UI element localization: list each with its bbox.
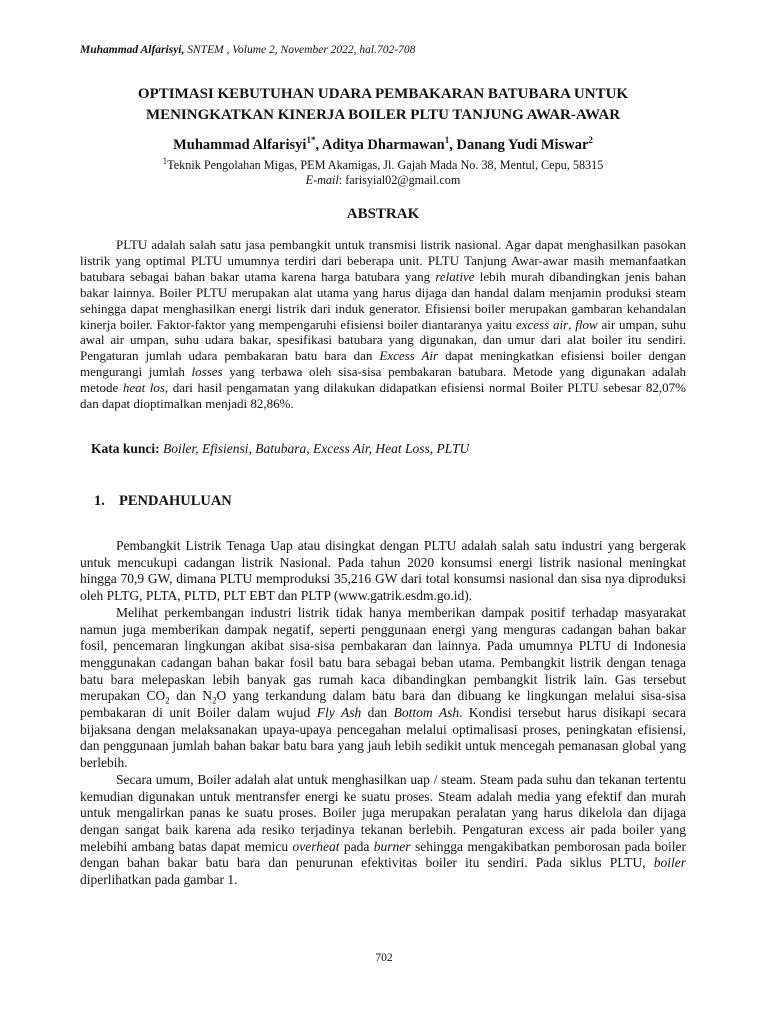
- paper-title: [80, 84, 686, 126]
- running-head: [80, 44, 415, 56]
- section-body: [80, 538, 686, 889]
- keywords-line: [91, 441, 686, 457]
- author-list: [80, 137, 686, 154]
- body-text-run: pada: [339, 838, 374, 854]
- running-head-journal: SNTEM , Volume 2, November 2022, hal.702-708: [184, 44, 416, 56]
- body-text-run: dan: [361, 705, 394, 721]
- author-1: Muhammad Alfarisyi: [173, 137, 307, 153]
- author-separator: ,: [449, 137, 457, 153]
- body-text-run: Secara umum, Boiler adalah alat untuk menghasilkan uap / steam. Steam pada suhu dan tekanan tertentu kemudian digunakan untuk mentransfer energi ke suatu proses. Steam adalah media yang efektif dan murah untuk mengalirkan panas ke suatu proses. Boiler juga merupakan peralatan yang harus dikelola dan dijaga dengan sangat baik karena ada resiko terjadinya tekanan berlebih. Pengaturan excess air pada boiler yang melebihi ambang batas dapat memicu: [80, 771, 686, 854]
- body-text-run: sehingga mengakibatkan pemborosan pada boiler dengan bahan bakar batu bara dan penurunan efektivitas boiler itu sendiri. Pada siklus PLTU,: [80, 838, 687, 871]
- author-1-affil-mark: 1*: [306, 135, 316, 146]
- abstract-text-run: dapat meningkatkan efisiensi boiler dengan mengurangi jumlah: [80, 348, 687, 380]
- abstract-italic-term: relative: [435, 268, 475, 284]
- email-line: [80, 173, 686, 188]
- affiliation-line: [80, 155, 686, 173]
- subscript: 2: [211, 696, 217, 707]
- body-italic-term: Bottom Ash: [393, 705, 460, 721]
- abstract-italic-term: excess air: [515, 316, 569, 332]
- abstract-text: [80, 237, 686, 412]
- abstract-text-run: PLTU adalah salah satu jasa pembangkit untuk transmisi listrik nasional. Agar dapat menghasilkan pasokan listrik yang optimal PLTU umumnya terdiri dari beberapa unit. PLTU Tanjung Awar-awar masih memanfaatkan batubara sebagai bahan bakar utama karena harga batubara yang: [80, 237, 686, 284]
- body-text-run: O yang terkandung dalam batu bara dan dibuang ke lingkungan melalui sisa-sisa pembakaran di unit Boiler dalam wujud: [80, 688, 686, 721]
- keywords-label: Kata kunci:: [91, 441, 160, 456]
- section-number: 1.: [94, 493, 105, 509]
- running-head-author: Muhammad Alfarisyi,: [80, 44, 185, 56]
- body-text-run: . Kondisi tersebut harus disikapi secara bijaksana dengan melaksanakan upaya-upaya pencegahan melalui optimalisasi proses, peningkatan efisiensi, dan penggunaan jumlah bahan bakar batu bara yang jauh lebih sedikit untuk mencegah pemanasan global yang berlebih.: [80, 705, 686, 771]
- abstract-italic-term: flow: [575, 316, 598, 332]
- email-label: E-mail: [305, 172, 339, 187]
- body-text-run: diperlihatkan pada gambar 1.: [80, 872, 238, 888]
- section-heading: [94, 493, 232, 510]
- author-3-affil-mark: 2: [588, 135, 593, 146]
- body-italic-term: burner: [373, 838, 411, 854]
- subscript: 2: [165, 696, 170, 707]
- author-2-affil-mark: 1: [444, 135, 450, 146]
- abstract-text-run: yang terbawa oleh sisa-sisa pembakaran batubara. Metode yang digunakan adalah metode: [80, 364, 686, 396]
- body-paragraph-2: [80, 605, 686, 772]
- paper-title-line-1: OPTIMASI KEBUTUHAN UDARA PEMBAKARAN BATUBARA UNTUK: [137, 86, 629, 102]
- body-italic-term: Fly Ash: [316, 705, 362, 721]
- affiliation-mark: 1: [162, 155, 168, 166]
- author-3: Danang Yudi Miswar: [456, 137, 589, 153]
- email-address: : farisyial02@gmail.com: [338, 172, 461, 187]
- section-title: PENDAHULUAN: [119, 493, 232, 509]
- body-text-run: dan N: [169, 688, 212, 704]
- abstract-heading: ABSTRAK: [346, 206, 420, 222]
- abstract-italic-term: losses: [191, 364, 223, 380]
- keywords-list: Boiler, Efisiensi, Batubara, Excess Air, Heat Loss, PLTU: [159, 441, 470, 456]
- body-italic-term: boiler: [653, 855, 686, 871]
- body-paragraph-1: Pembangkit Listrik Tenaga Uap atau disingkat dengan PLTU adalah salah satu industri yang bergerak untuk mencukupi cadangan listrik Nasional. Pada tahun 2020 konsumsi energi listrik nasional meningkat hingga 70,9 GW, dimana PLTU memproduksi 35,216 GW dari total konsumsi nasional dan sisa nya diproduksi oleh PLTG, PLTA, PLTD, PLT EBT dan PLTP (www.gatrik.esdm.go.id).: [80, 538, 686, 604]
- page-number: 702: [375, 952, 393, 964]
- abstract-text-run: dari hasil pengamatan yang dilakukan didapatkan efisiensi normal Boiler PLTU sebesar 82,07% dan dapat dioptimalkan menjadi 82,86%.: [80, 380, 687, 412]
- abstract-italic-term: Excess Air: [379, 348, 439, 364]
- paper-title-line-2: MENINGKATKAN KINERJA BOILER PLTU TANJUNG AWAR-AWAR: [145, 107, 621, 123]
- body-italic-term: overheat: [292, 838, 340, 854]
- abstract-text-run: lebih murah dibandingkan jenis bahan bakar lainnya. Boiler PLTU merupakan alat utama yang harus dijaga dan handal dalam menjamin produksi steam sehingga dapat menghasilkan energi listrik dari induk generator. Efisiensi boiler merupakan gambaran kehandalan kinerja boiler. Faktor-faktor yang mempengaruhi efisiensi boiler diantaranya yaitu: [80, 268, 687, 332]
- body-text-run: Melihat perkembangan industri listrik tidak hanya memberikan dampak positif terhadap masyarakat namun juga memberikan dampak negatif, seperti penggunaan energi yang menguras cadangan bahan bakar fosil, pencemaran lingkungan akibat sisa-sisa pembakaran dan lainnya. Pada umumnya PLTU di Indonesia menggunakan cadangan bahan bakar fosil batu bara sebagai beban utama. Pembangkit listrik dengan tenaga batu bara melepaskan lebih banyak gas rumah kaca dibandingkan pembangkit listrik lain. Gas tersebut merupakan CO: [80, 604, 686, 704]
- affiliation-text: Teknik Pengolahan Migas, PEM Akamigas, Jl. Gajah Mada No. 38, Mentul, Cepu, 58315: [167, 158, 604, 172]
- abstract-text-run: air umpan, suhu awal air umpan, suhu udara bakar, spesifikasi batubara yang digunakan, dan umur dari alat boiler itu sendiri. Pengaturan jumlah udara pembakaran batu bara dan: [80, 316, 687, 364]
- abstract-italic-term: heat los,: [122, 380, 169, 396]
- abstract-text-run: ,: [568, 316, 576, 332]
- affiliation-block: [80, 155, 686, 187]
- author-2: Aditya Dharmawan: [321, 137, 445, 153]
- body-paragraph-3: [80, 772, 686, 889]
- author-separator: ,: [315, 137, 322, 153]
